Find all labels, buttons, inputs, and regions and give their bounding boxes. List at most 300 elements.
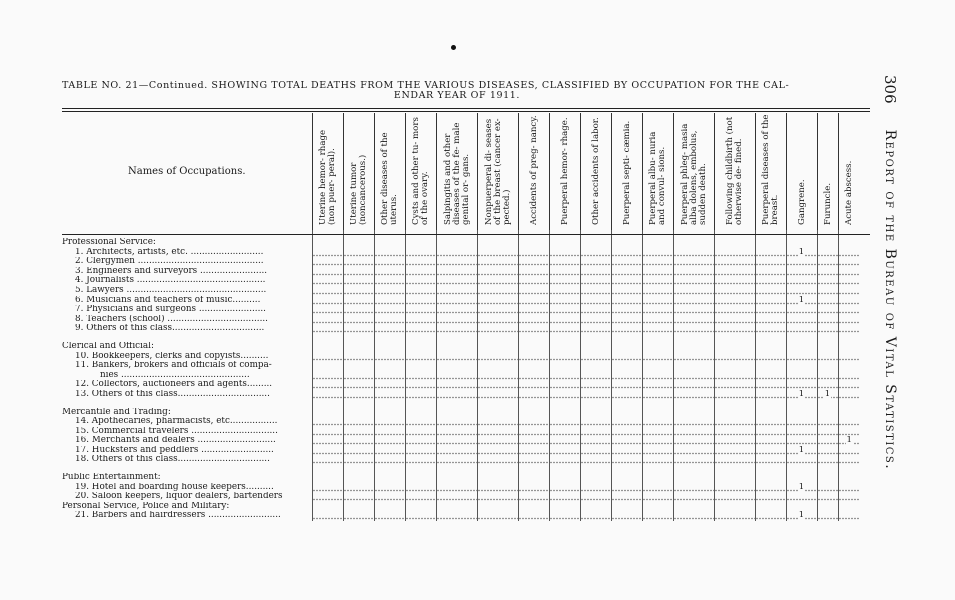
column-header-label: Following childbirth (not otherwise de- fined. (725, 116, 744, 225)
value-cell (642, 371, 673, 381)
value-cell (838, 417, 860, 427)
column-header-label: Uterine hemor- rhage (non puer- peral). (318, 129, 337, 225)
gap-cell (374, 465, 405, 473)
gap-cell (436, 465, 477, 473)
empty-cell (518, 473, 549, 483)
value-cell (714, 380, 755, 390)
value-cell (343, 352, 374, 362)
empty-cell (312, 361, 343, 371)
occupation-text: Professional Service: (62, 238, 156, 247)
empty-cell (642, 342, 673, 352)
value-cell (755, 492, 786, 502)
value-cell (436, 371, 477, 381)
value-cell (436, 276, 477, 286)
value-cell (714, 427, 755, 437)
value-cell (755, 436, 786, 446)
empty-cell (312, 238, 343, 248)
empty-cell (374, 502, 405, 512)
table-row (62, 248, 860, 258)
gap-cell (838, 400, 860, 408)
value-cell (436, 492, 477, 502)
gap-cell (642, 334, 673, 342)
occupation-label (62, 305, 312, 315)
group-label (62, 473, 312, 483)
empty-cell (611, 502, 642, 512)
value-cell (549, 305, 580, 315)
value-cell (549, 352, 580, 362)
empty-cell (642, 238, 673, 248)
empty-cell (549, 502, 580, 512)
gap-cell (611, 465, 642, 473)
value-cell (580, 371, 611, 381)
column-header-label: Puerperal hemor- rhage. (559, 117, 570, 225)
value-cell (518, 315, 549, 325)
empty-cell (786, 238, 817, 248)
top-rule-2 (62, 111, 870, 112)
table-row (62, 257, 860, 267)
value-cell (312, 417, 343, 427)
value-cell (838, 380, 860, 390)
value-cell (817, 371, 838, 381)
value-cell (817, 286, 838, 296)
occupation-label (62, 352, 312, 362)
cell-value: 1 (798, 247, 805, 257)
value-cell (714, 315, 755, 325)
occupation-label (62, 286, 312, 296)
value-cell (838, 371, 860, 381)
value-cell (838, 324, 860, 334)
value-cell (786, 248, 817, 258)
empty-cell (755, 342, 786, 352)
value-cell (673, 286, 714, 296)
empty-cell (477, 238, 518, 248)
value-cell (755, 267, 786, 277)
value-cell (436, 455, 477, 465)
gap-cell (62, 465, 312, 473)
value-cell (580, 390, 611, 400)
empty-cell (518, 408, 549, 418)
value-cell (312, 276, 343, 286)
value-cell (786, 257, 817, 267)
gap-cell (343, 400, 374, 408)
gap-row (62, 400, 860, 408)
value-cell (477, 380, 518, 390)
empty-cell (374, 361, 405, 371)
value-cell (714, 483, 755, 493)
value-cell (611, 276, 642, 286)
empty-cell (518, 361, 549, 371)
value-cell (580, 483, 611, 493)
value-cell (405, 436, 436, 446)
value-cell (549, 248, 580, 258)
occupation-text: 9. Others of this class................................. (75, 324, 265, 334)
group-row (62, 473, 860, 483)
gap-cell (714, 400, 755, 408)
value-cell (374, 371, 405, 381)
value-cell (518, 427, 549, 437)
empty-cell (755, 238, 786, 248)
empty-cell (838, 502, 860, 512)
value-cell (838, 427, 860, 437)
empty-cell (817, 502, 838, 512)
empty-cell (436, 408, 477, 418)
gap-cell (343, 334, 374, 342)
value-cell (838, 483, 860, 493)
occupation-text: 2. Clergymen ............................................. (75, 257, 264, 267)
value-cell (343, 276, 374, 286)
value-cell (374, 248, 405, 258)
value-cell (817, 446, 838, 456)
value-cell (477, 305, 518, 315)
value-cell (838, 248, 860, 258)
table-row (62, 305, 860, 315)
value-cell (838, 267, 860, 277)
value-cell (374, 324, 405, 334)
value-cell (580, 324, 611, 334)
value-cell (817, 276, 838, 286)
value-cell (838, 315, 860, 325)
empty-cell (817, 342, 838, 352)
empty-cell (549, 361, 580, 371)
occupation-label (62, 248, 312, 258)
gap-cell (673, 334, 714, 342)
gap-cell (642, 465, 673, 473)
value-cell (374, 492, 405, 502)
value-cell (343, 446, 374, 456)
empty-cell (755, 502, 786, 512)
value-cell (673, 511, 714, 521)
value-cell (405, 315, 436, 325)
value-cell (343, 305, 374, 315)
value-cell (374, 511, 405, 521)
value-cell (755, 305, 786, 315)
value-cell (786, 371, 817, 381)
value-cell (518, 446, 549, 456)
occupation-text: 14. Apothecaries, pharmacists, etc................. (75, 417, 278, 427)
empty-cell (312, 473, 343, 483)
value-cell (477, 248, 518, 258)
value-cell (343, 436, 374, 446)
value-cell (436, 427, 477, 437)
column-header-label: Uterine tumor (noncancerous.) (349, 154, 368, 225)
value-cell (755, 446, 786, 456)
value-cell (611, 417, 642, 427)
empty-cell (580, 238, 611, 248)
value-cell (755, 257, 786, 267)
top-rule (62, 108, 870, 109)
value-cell (786, 267, 817, 277)
value-cell (549, 511, 580, 521)
empty-cell (518, 502, 549, 512)
value-cell (312, 315, 343, 325)
value-cell (673, 267, 714, 277)
value-cell (580, 427, 611, 437)
value-cell (518, 324, 549, 334)
gap-cell (817, 465, 838, 473)
occupation-text: Personal Service, Police and Military: (62, 501, 230, 511)
column-header (374, 113, 405, 230)
occupation-text: 19. Hotel and boarding house keepers.......... (75, 482, 274, 492)
gap-row (62, 334, 860, 342)
empty-cell (477, 473, 518, 483)
empty-cell (436, 361, 477, 371)
column-header (343, 113, 374, 230)
empty-cell (549, 342, 580, 352)
value-cell (786, 427, 817, 437)
value-cell (817, 483, 838, 493)
value-cell (343, 296, 374, 306)
gap-cell (436, 400, 477, 408)
occupation-label (62, 390, 312, 400)
value-cell (477, 417, 518, 427)
value-cell (343, 455, 374, 465)
value-cell (755, 352, 786, 362)
table-row (62, 436, 860, 446)
value-cell (786, 276, 817, 286)
value-cell (580, 380, 611, 390)
value-cell (518, 436, 549, 446)
value-cell (518, 483, 549, 493)
gap-cell (817, 334, 838, 342)
empty-cell (518, 342, 549, 352)
column-header-label: Puerperal septi- cæmia. (621, 120, 632, 225)
value-cell (838, 296, 860, 306)
value-cell (673, 483, 714, 493)
value-cell (755, 324, 786, 334)
value-cell (477, 511, 518, 521)
value-cell (817, 296, 838, 306)
value-cell (611, 248, 642, 258)
cell-value: 1 (798, 482, 805, 492)
empty-cell (343, 238, 374, 248)
value-cell (477, 267, 518, 277)
value-cell (405, 390, 436, 400)
gap-cell (405, 334, 436, 342)
occupation-text: 1. Architects, artists, etc. .......................... (75, 247, 264, 257)
column-header (580, 113, 611, 230)
value-cell (343, 427, 374, 437)
empty-cell (549, 238, 580, 248)
value-cell (343, 315, 374, 325)
gap-cell (714, 334, 755, 342)
empty-cell (714, 238, 755, 248)
gap-cell (755, 400, 786, 408)
value-cell (580, 511, 611, 521)
gap-cell (549, 465, 580, 473)
value-cell (611, 286, 642, 296)
value-cell (673, 446, 714, 456)
value-cell (518, 267, 549, 277)
empty-cell (755, 473, 786, 483)
table-row (62, 371, 860, 381)
gap-row (62, 465, 860, 473)
column-header (477, 113, 518, 230)
empty-cell (714, 473, 755, 483)
value-cell (477, 257, 518, 267)
value-cell (838, 352, 860, 362)
occupation-label (62, 361, 312, 371)
value-cell (755, 296, 786, 306)
value-cell (549, 483, 580, 493)
value-cell (817, 390, 838, 400)
mortality-table (62, 113, 860, 521)
value-cell (405, 455, 436, 465)
group-label (62, 238, 312, 248)
value-cell (405, 483, 436, 493)
column-header-label: Puerperal phleg- masia alba dolens, embolus, sudden death. (679, 123, 708, 225)
occupation-label (62, 380, 312, 390)
value-cell (611, 446, 642, 456)
column-header (817, 113, 838, 230)
value-cell (343, 492, 374, 502)
table-row (62, 380, 860, 390)
value-cell (611, 352, 642, 362)
empty-cell (436, 238, 477, 248)
table-row (62, 511, 860, 521)
gap-cell (580, 465, 611, 473)
table-row (62, 276, 860, 286)
value-cell (714, 371, 755, 381)
value-cell (374, 417, 405, 427)
occupation-label (62, 455, 312, 465)
table-row (62, 427, 860, 437)
value-cell (405, 276, 436, 286)
value-cell (611, 511, 642, 521)
value-cell (611, 324, 642, 334)
value-cell (673, 427, 714, 437)
value-cell (817, 380, 838, 390)
value-cell (580, 286, 611, 296)
value-cell (714, 248, 755, 258)
value-cell (642, 352, 673, 362)
value-cell (580, 257, 611, 267)
empty-cell (611, 473, 642, 483)
occupation-label (62, 417, 312, 427)
value-cell (312, 305, 343, 315)
value-cell (817, 324, 838, 334)
value-cell (714, 324, 755, 334)
empty-cell (673, 473, 714, 483)
value-cell (343, 248, 374, 258)
occupation-text: 7. Physicians and surgeons ........................ (75, 305, 266, 315)
cell-value: 1 (798, 511, 805, 521)
value-cell (343, 267, 374, 277)
value-cell (786, 455, 817, 465)
value-cell (817, 352, 838, 362)
value-cell (549, 446, 580, 456)
empty-cell (786, 473, 817, 483)
value-cell (549, 371, 580, 381)
empty-cell (436, 473, 477, 483)
empty-cell (518, 238, 549, 248)
value-cell (374, 390, 405, 400)
group-row (62, 502, 860, 512)
empty-cell (405, 408, 436, 418)
value-cell (673, 352, 714, 362)
empty-cell (611, 342, 642, 352)
occupation-label (62, 276, 312, 286)
value-cell (642, 436, 673, 446)
value-cell (786, 483, 817, 493)
column-header-label: Other diseases of the uterus. (380, 132, 399, 225)
value-cell (405, 267, 436, 277)
value-cell (518, 276, 549, 286)
value-cell (405, 492, 436, 502)
empty-cell (312, 342, 343, 352)
column-header (518, 113, 549, 230)
occupation-text: 10. Bookkeepers, clerks and copyists.......... (75, 351, 269, 361)
value-cell (673, 390, 714, 400)
value-cell (518, 286, 549, 296)
value-cell (673, 371, 714, 381)
gap-cell (62, 400, 312, 408)
value-cell (374, 380, 405, 390)
gap-cell (786, 334, 817, 342)
value-cell (838, 436, 860, 446)
value-cell (714, 446, 755, 456)
gap-cell (477, 465, 518, 473)
table-row (62, 417, 860, 427)
cell-value: 1 (824, 389, 831, 399)
value-cell (312, 352, 343, 362)
occupation-label (62, 511, 312, 521)
value-cell (374, 315, 405, 325)
value-cell (611, 267, 642, 277)
value-cell (549, 455, 580, 465)
value-cell (312, 436, 343, 446)
column-header (642, 113, 673, 230)
value-cell (477, 427, 518, 437)
value-cell (477, 390, 518, 400)
value-cell (312, 492, 343, 502)
group-label (62, 502, 312, 512)
table-row (62, 315, 860, 325)
value-cell (714, 276, 755, 286)
empty-cell (477, 361, 518, 371)
column-header (714, 113, 755, 230)
value-cell (518, 390, 549, 400)
occupation-text: 6. Musicians and teachers of music.......... (75, 295, 261, 305)
value-cell (611, 305, 642, 315)
empty-cell (580, 408, 611, 418)
value-cell (642, 248, 673, 258)
gap-cell (312, 465, 343, 473)
value-cell (838, 492, 860, 502)
value-cell (549, 380, 580, 390)
occupation-text: nies .............................................. (100, 370, 250, 380)
value-cell (436, 380, 477, 390)
occupation-text: Mercantile and Trading: (62, 407, 171, 417)
cell-value: 1 (798, 389, 805, 399)
empty-cell (477, 408, 518, 418)
occupation-text: 16. Merchants and dealers ............................ (75, 436, 276, 446)
value-cell (312, 483, 343, 493)
value-cell (786, 436, 817, 446)
value-cell (312, 257, 343, 267)
value-cell (477, 296, 518, 306)
value-cell (755, 390, 786, 400)
value-cell (405, 417, 436, 427)
value-cell (580, 305, 611, 315)
gap-cell (838, 334, 860, 342)
value-cell (611, 380, 642, 390)
value-cell (343, 324, 374, 334)
column-header (312, 113, 343, 230)
empty-cell (436, 502, 477, 512)
empty-cell (343, 342, 374, 352)
value-cell (817, 417, 838, 427)
column-header-label: Cysts and other tu- mors of the ovary. (411, 117, 430, 225)
